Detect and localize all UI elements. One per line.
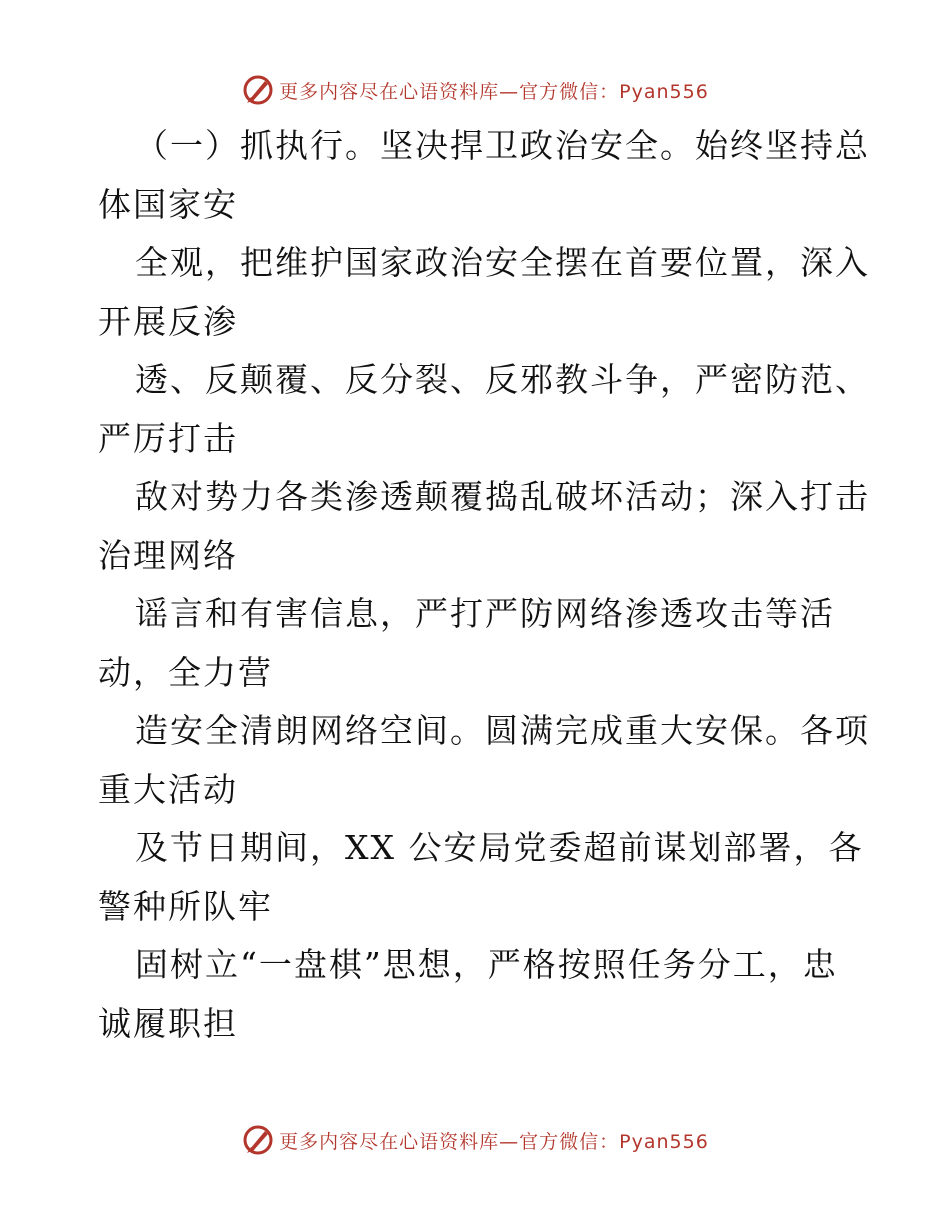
watermark-label: 更多内容尽在心语资料库—官方微信： (279, 1130, 620, 1153)
text-line: 动，全力营 (98, 652, 273, 692)
watermark-label: 更多内容尽在心语资料库—官方微信： (279, 80, 620, 103)
text-line: 严厉打击 (98, 418, 238, 458)
text-line: 体国家安 (98, 184, 238, 224)
text-line: （一）抓执行。坚决捍卫政治安全。始终坚持总 (135, 126, 870, 165)
text-line: 警种所队牢 (98, 886, 273, 926)
text-line: 全观，把维护国家政治安全摆在首要位置，深入 (135, 243, 870, 282)
watermark-handle: Pyan556 (619, 1130, 709, 1153)
text-line: 谣言和有害信息，严打严防网络渗透攻击等活 (135, 594, 835, 633)
header-watermark (0, 70, 950, 110)
text-line: 固树立“一盘棋”思想，严格按照任务分工，忠 (135, 945, 838, 984)
text-line: 开展反渗 (98, 301, 238, 341)
footer-watermark (0, 1120, 950, 1160)
text-line: 诚履职担 (98, 1003, 238, 1043)
watermark-text (279, 77, 709, 104)
pen-logo-icon (241, 1123, 275, 1157)
text-line: 造安全清朗网络空间。圆满完成重大安保。各项 (135, 711, 870, 750)
pen-logo-icon (241, 73, 275, 107)
text-line: 治理网络 (98, 535, 238, 575)
document-body (98, 117, 868, 1053)
text-line: 及节日期间，XX 公安局党委超前谋划部署，各 (135, 828, 864, 867)
watermark-text (279, 1127, 709, 1154)
text-line: 敌对势力各类渗透颠覆捣乱破坏活动；深入打击 (135, 477, 870, 516)
text-line: 透、反颠覆、反分裂、反邪教斗争，严密防范、 (135, 360, 870, 399)
watermark-handle: Pyan556 (619, 80, 709, 103)
text-line: 重大活动 (98, 769, 238, 809)
